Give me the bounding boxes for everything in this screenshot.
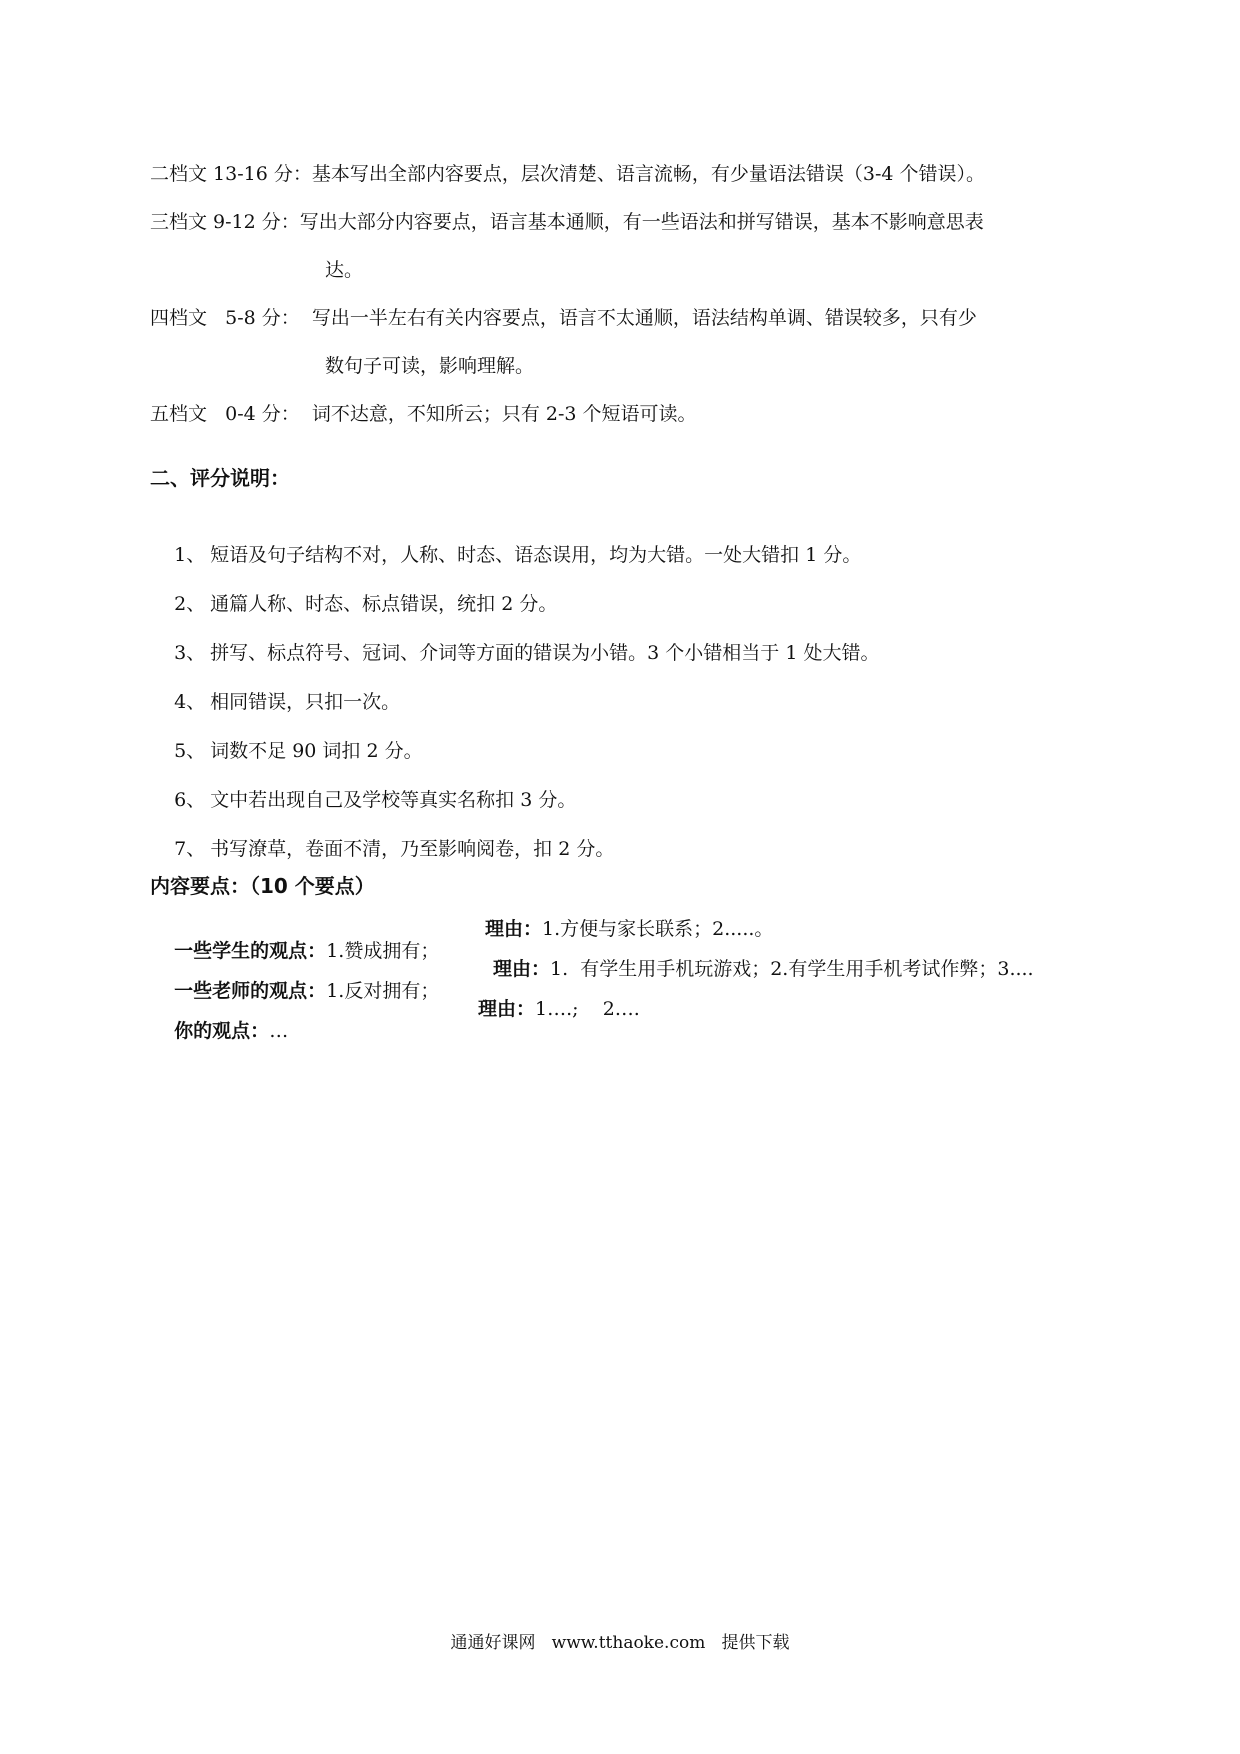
rule-text: 通篇人称、时态、标点错误，统扣 2 分。 bbox=[210, 593, 558, 615]
rule-text: 拼写、标点符号、冠词、介词等方面的错误为小错。3 个小错相当于 1 处大错。 bbox=[210, 642, 880, 664]
grade-label: 四档文 5-8 分： bbox=[150, 307, 312, 329]
rule-text: 相同错误，只扣一次。 bbox=[210, 691, 401, 713]
rule-text: 短语及句子结构不对，人称、时态、语态误用，均为大错。一处大错扣 1 分。 bbox=[210, 544, 862, 566]
point-view: 1.赞成拥有； bbox=[326, 940, 440, 962]
grade-text: 写出一半左右有关内容要点，语言不太通顺，语法结构单调、错误较多，只有少 bbox=[311, 307, 977, 329]
rule-number: 5、 bbox=[174, 740, 206, 762]
rule-number: 1、 bbox=[174, 544, 206, 566]
rule-text: 书写潦草，卷面不清，乃至影响阅卷，扣 2 分。 bbox=[210, 838, 615, 860]
rule-number: 4、 bbox=[174, 691, 206, 713]
point-reason bbox=[485, 914, 773, 941]
point-view: … bbox=[269, 1020, 289, 1042]
point-reason bbox=[493, 954, 1034, 981]
reason-label: 理由： bbox=[493, 958, 551, 980]
grade-row-5 bbox=[150, 390, 1100, 438]
grade-text: 基本写出全部内容要点，层次清楚、语言流畅，有少量语法错误（3-4 个错误）。 bbox=[311, 163, 985, 185]
point-label: 你的观点： bbox=[174, 1020, 270, 1042]
grade-row-3 bbox=[150, 198, 1100, 246]
rule-number: 2、 bbox=[174, 593, 206, 615]
grade-label: 五档文 0-4 分： bbox=[150, 403, 312, 425]
point-label: 一些学生的观点： bbox=[174, 940, 327, 962]
grade-continuation: 数句子可读，影响理解。 bbox=[325, 355, 535, 377]
reason-text: 1….; 2…. bbox=[535, 998, 640, 1020]
grade-row-2 bbox=[150, 150, 1100, 198]
grade-label: 三档文 9-12 分： bbox=[150, 211, 300, 233]
grade-continuation: 达。 bbox=[325, 259, 364, 281]
page-footer: 通通好课网 www.tthaoke.com 提供下载 bbox=[450, 1633, 790, 1653]
rule-number: 3、 bbox=[174, 642, 206, 664]
content-points-title: 内容要点：（10 个要点） bbox=[150, 874, 375, 898]
rule-text: 文中若出现自己及学校等真实名称扣 3 分。 bbox=[210, 789, 577, 811]
grade-row-4 bbox=[150, 294, 1100, 342]
rule-number: 7、 bbox=[174, 838, 206, 860]
reason-text: 1. 有学生用手机玩游戏；2.有学生用手机考试作弊；3.... bbox=[550, 958, 1034, 980]
section-title-scoring: 二、评分说明： bbox=[150, 466, 290, 490]
point-label: 一些老师的观点： bbox=[174, 980, 327, 1002]
reason-label: 理由： bbox=[478, 998, 536, 1020]
grade-text: 写出大部分内容要点，语言基本通顺，有一些语法和拼写错误，基本不影响意思表 bbox=[299, 211, 984, 233]
grade-text: 词不达意，不知所云；只有 2-3 个短语可读。 bbox=[311, 403, 697, 425]
point-view: 1.反对拥有； bbox=[326, 980, 440, 1002]
rule-number: 6、 bbox=[174, 789, 206, 811]
reason-text: 1.方便与家长联系；2.....。 bbox=[542, 918, 774, 940]
rule-text: 词数不足 90 词扣 2 分。 bbox=[210, 740, 423, 762]
point-reason bbox=[478, 994, 640, 1021]
reason-label: 理由： bbox=[485, 918, 543, 940]
point-row-yours bbox=[150, 994, 640, 1087]
grade-label: 二档文 13-16 分： bbox=[150, 163, 312, 185]
